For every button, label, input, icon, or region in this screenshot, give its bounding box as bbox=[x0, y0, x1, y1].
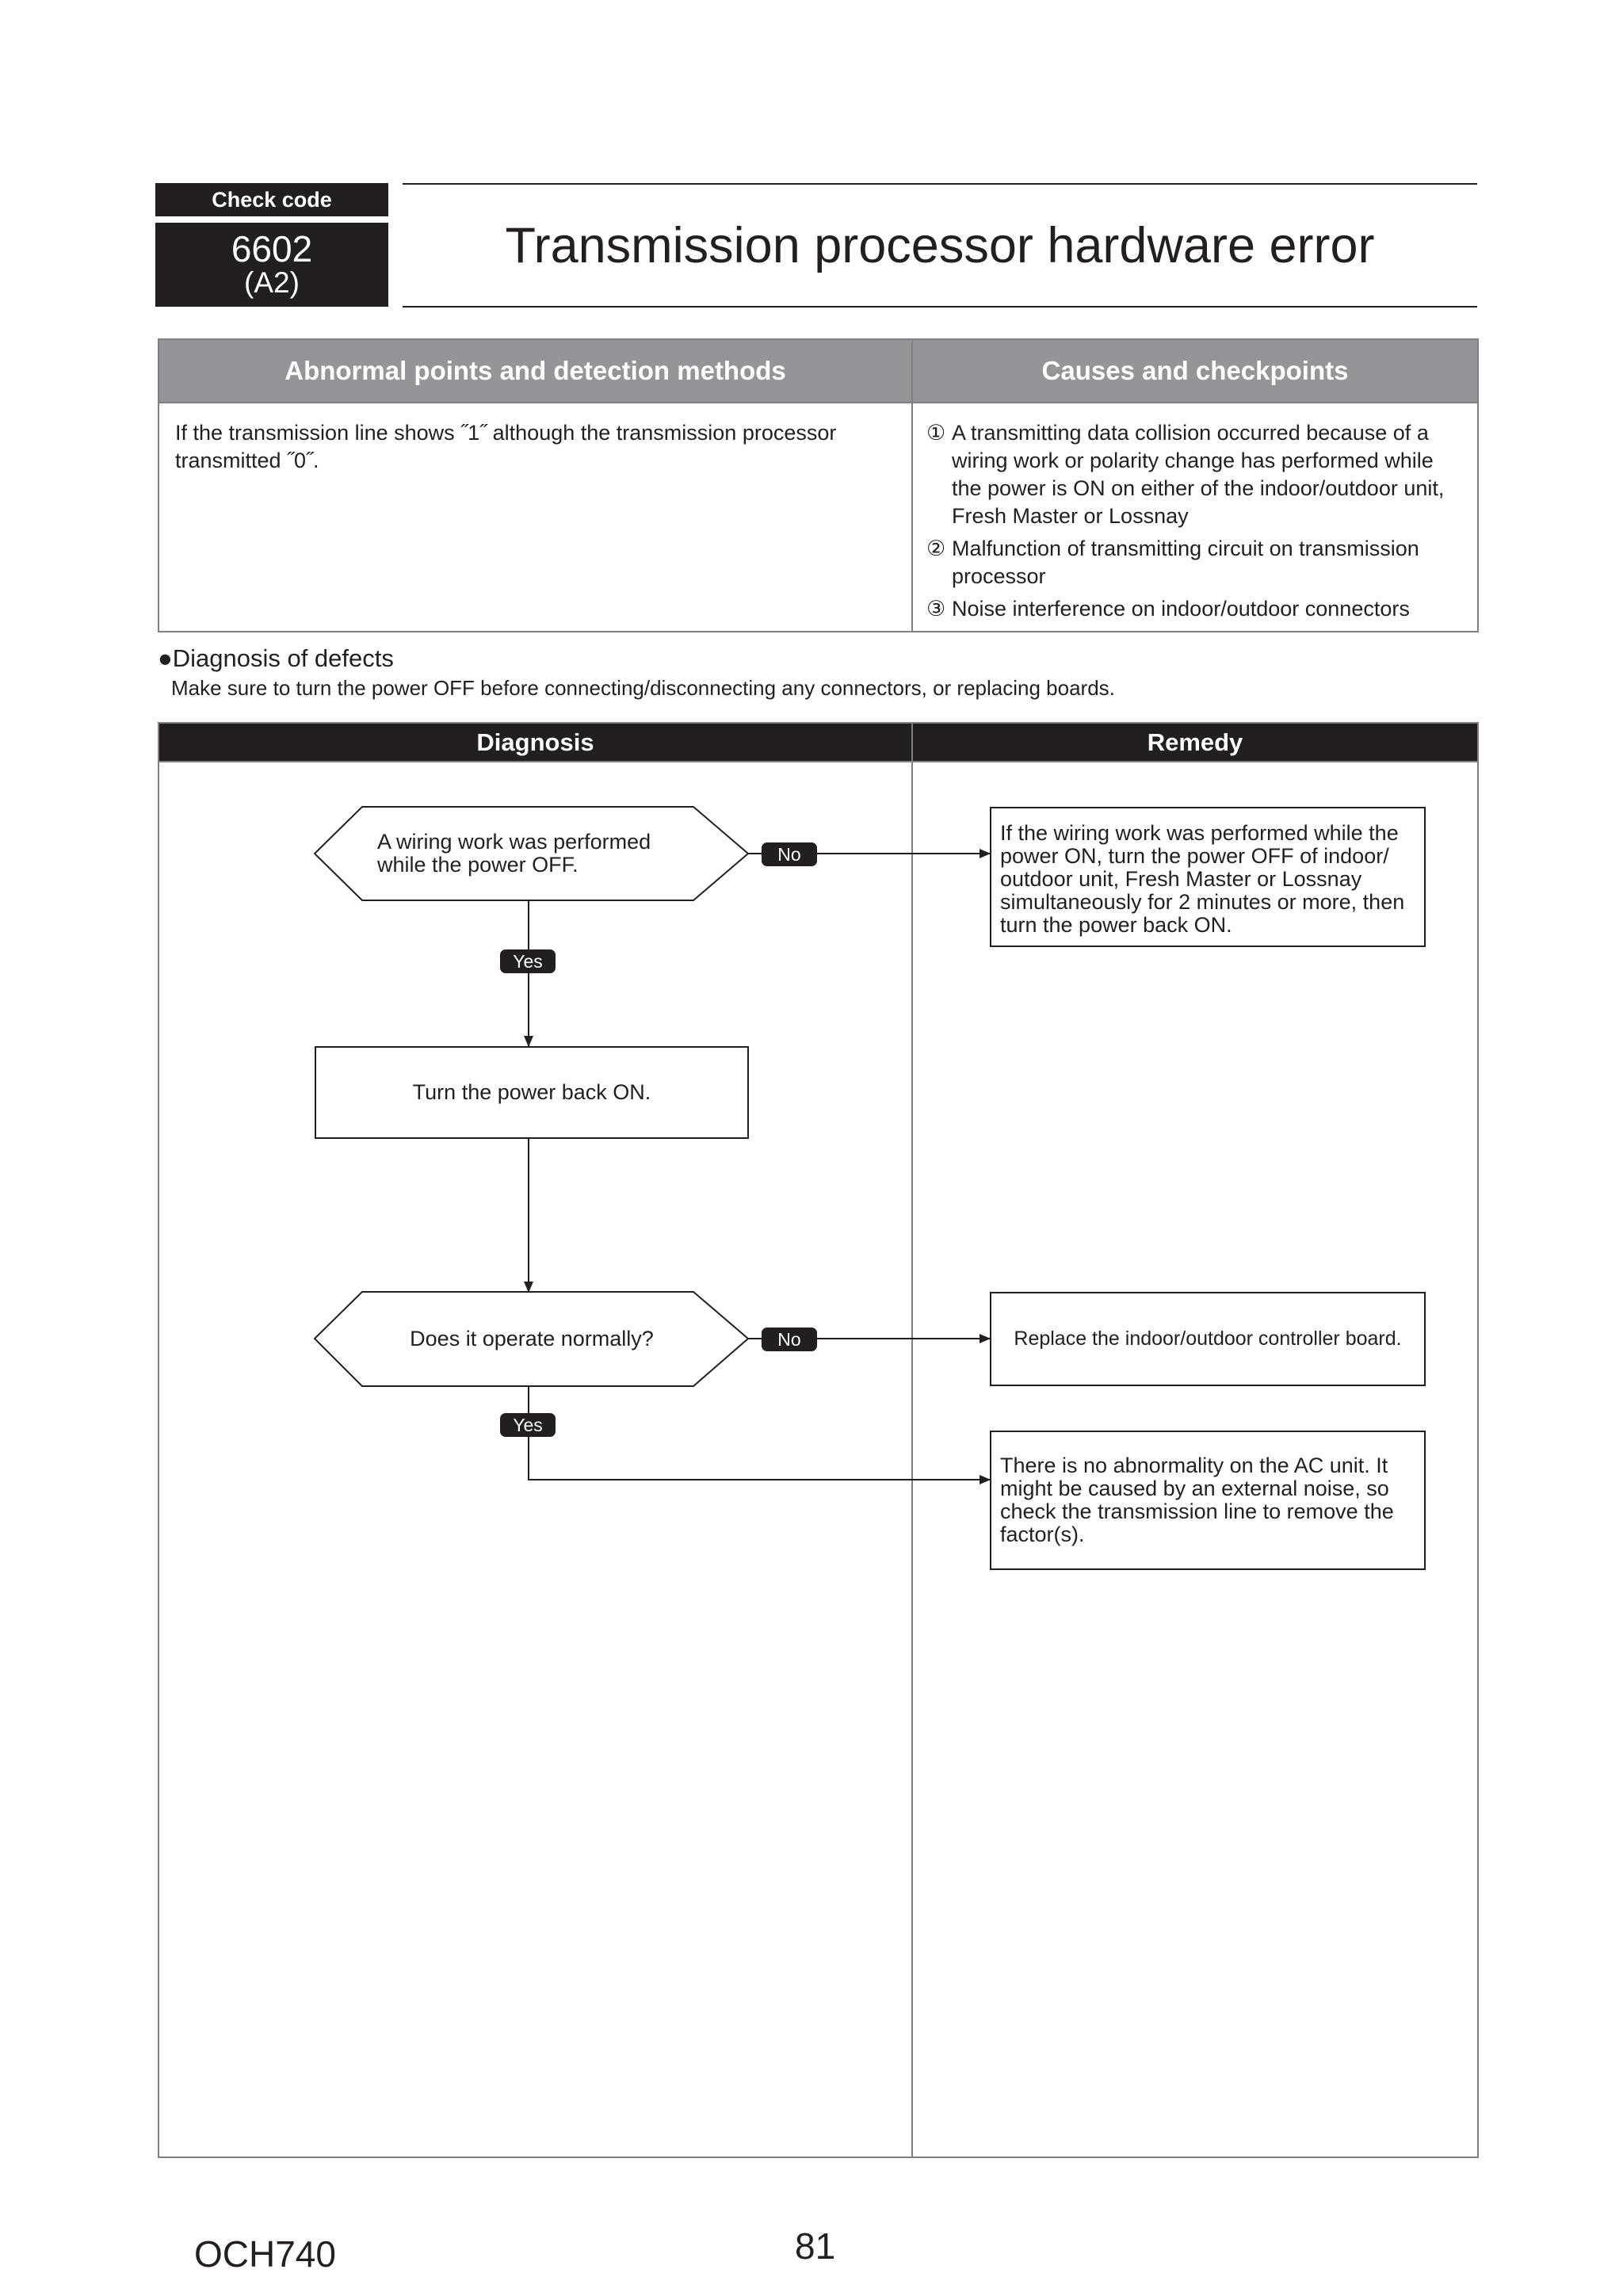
remedy-3-text: There is no abnormality on the AC unit. It might be caused by an external noise, so check the transmission line to remove the factor(s). bbox=[1000, 1454, 1394, 1546]
check-code-label: Check code bbox=[155, 183, 388, 216]
cause-text: Noise interference on indoor/outdoor connectors bbox=[952, 597, 1410, 621]
decision-1-no-label: No bbox=[762, 842, 817, 866]
cause-text: A transmitting data collision occurred because of a wiring work or polarity change has performed while the power is ON on either of the indoor/outdoor unit, Fresh Master or Lossnay bbox=[952, 421, 1445, 528]
decision-2-no-label: No bbox=[762, 1328, 817, 1351]
arrow-d2-yes bbox=[529, 1386, 990, 1480]
remedy-2-box bbox=[990, 1292, 1426, 1386]
decision-2-text: Does it operate normally? bbox=[410, 1327, 654, 1350]
remedy-2-text: Replace the indoor/outdoor controller board. bbox=[1014, 1328, 1402, 1350]
process-1-box bbox=[315, 1046, 749, 1139]
decision-1-text: A wiring work was performed while the power OFF. bbox=[377, 830, 651, 877]
decision-2-yes-label: Yes bbox=[500, 1413, 556, 1437]
col-header-causes: Causes and checkpoints bbox=[913, 340, 1477, 402]
footer-model-code: OCH740 bbox=[194, 2233, 336, 2275]
col-header-remedy: Remedy bbox=[913, 724, 1477, 761]
cause-number: ③ bbox=[926, 597, 946, 621]
cause-number: ① bbox=[926, 421, 946, 445]
remedy-1-text: If the wiring work was performed while the power ON, turn the power OFF of indoor/ outdoor unit, Fresh Master or Lossnay simultaneously for 2 minutes or more, then turn the power back ON. bbox=[1000, 821, 1405, 937]
detection-method-text: If the transmission line shows ˝1˝ although the transmission processor transmitted ˝0˝. bbox=[159, 403, 913, 631]
process-1-text: Turn the power back ON. bbox=[412, 1080, 651, 1104]
decision-1-yes-label: Yes bbox=[500, 949, 556, 973]
page-title: Transmission processor hardware error bbox=[505, 218, 1375, 273]
remedy-3-box bbox=[990, 1431, 1426, 1570]
cause-number: ② bbox=[926, 537, 946, 560]
check-code-sub: (A2) bbox=[244, 266, 300, 299]
col-header-diagnosis: Diagnosis bbox=[159, 724, 913, 761]
diagnosis-title: ●Diagnosis of defects bbox=[158, 644, 394, 672]
remedy-1-box bbox=[990, 807, 1426, 947]
col-header-abnormal-points: Abnormal points and detection methods bbox=[159, 340, 913, 402]
diagnosis-note: Make sure to turn the power OFF before connecting/disconnecting any connectors, or replacing boards. bbox=[171, 676, 1115, 700]
cause-text: Malfunction of transmitting circuit on transmission processor bbox=[952, 537, 1419, 588]
page-number: 81 bbox=[795, 2225, 836, 2267]
check-code: 6602 bbox=[231, 228, 313, 269]
